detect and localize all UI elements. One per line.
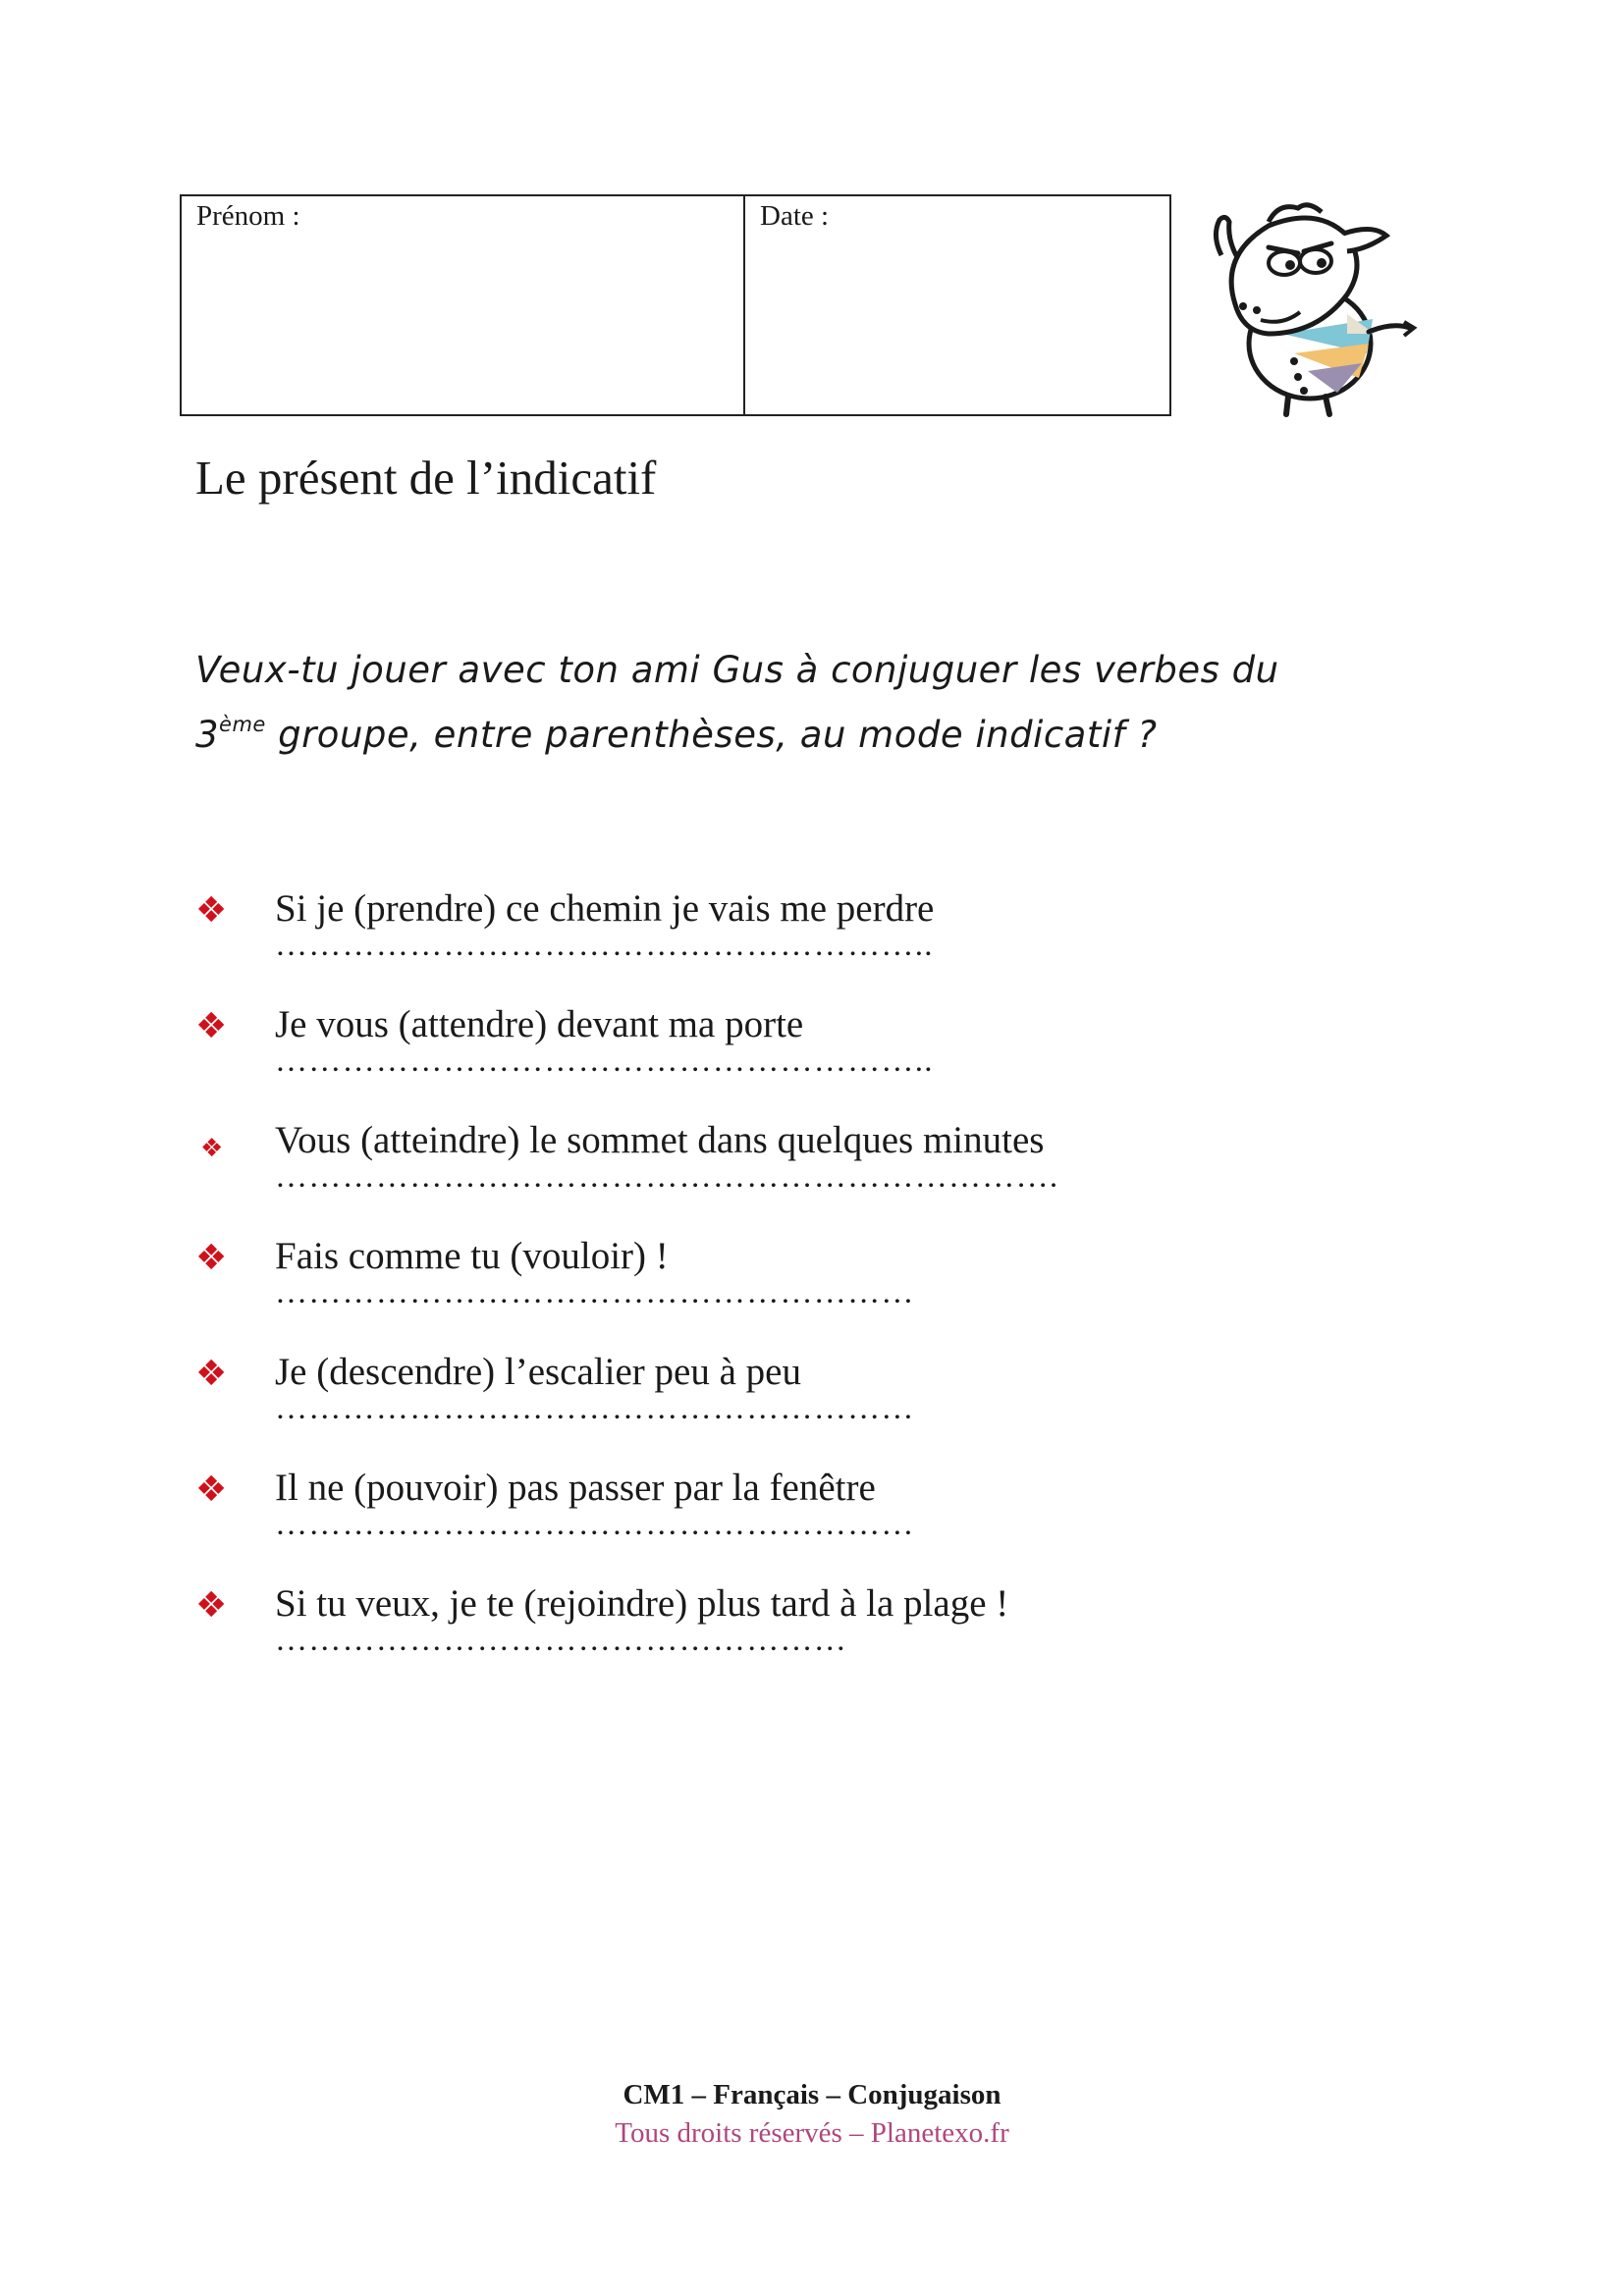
- answer-line[interactable]: …………………………………………………: [275, 1391, 915, 1426]
- instructions-line-2-text: groupe, entre parenthèses, au mode indicatif ?: [265, 714, 1158, 756]
- exercise-sentence: Fais comme tu (vouloir) !: [275, 1235, 669, 1277]
- exercise-list: [195, 883, 1374, 1694]
- ordinal-suffix: ème: [219, 713, 266, 736]
- diamond-bullet-icon: ❖: [195, 1354, 228, 1394]
- diamond-bullet-icon: ❖: [195, 1469, 228, 1510]
- date-field[interactable]: [745, 196, 1169, 414]
- instructions-line-1: Veux-tu jouer avec ton ami Gus à conjuguer les verbes du: [195, 649, 1279, 691]
- page-title: Le présent de l’indicatif: [195, 451, 657, 505]
- exercise-sentence: Il ne (pouvoir) pas passer par la fenêtre: [275, 1467, 876, 1509]
- exercise-sentence: Je (descendre) l’escalier peu à peu: [275, 1351, 801, 1393]
- exercise-sentence: Je vous (attendre) devant ma porte: [275, 1003, 804, 1045]
- name-label: Prénom :: [196, 200, 300, 232]
- name-field[interactable]: [182, 196, 745, 414]
- answer-line[interactable]: …………………………………………………: [275, 1275, 915, 1310]
- date-label: Date :: [760, 200, 830, 232]
- instructions: [195, 638, 1423, 768]
- diamond-bullet-icon: ❖: [195, 890, 228, 931]
- sheep-mascot-icon: [1200, 196, 1418, 420]
- answer-line[interactable]: …………………………………………………: [275, 1507, 915, 1542]
- diamond-bullet-icon: ❖: [200, 1134, 224, 1163]
- answer-line[interactable]: ……………………………………………: [275, 1623, 848, 1658]
- answer-line[interactable]: …………………………………………………..: [275, 1043, 934, 1079]
- diamond-bullet-icon: ❖: [195, 1585, 228, 1626]
- exercise-item: [195, 1347, 1374, 1463]
- exercise-item: [195, 1231, 1374, 1347]
- footer-rights: Tous droits réservés – Planetexo.fr: [615, 2117, 1009, 2149]
- exercise-item: [195, 999, 1374, 1115]
- diamond-bullet-icon: ❖: [195, 1006, 228, 1046]
- exercise-item: [195, 1463, 1374, 1578]
- exercise-sentence: Si je (prendre) ce chemin je vais me perdre: [275, 887, 935, 930]
- instructions-line-2: [195, 703, 1423, 768]
- answer-line[interactable]: …………………………………………………..: [275, 928, 934, 963]
- exercise-item: [195, 1115, 1374, 1231]
- exercise-item: [195, 1578, 1374, 1694]
- footer-course: CM1 – Français – Conjugaison: [623, 2079, 1001, 2110]
- ordinal-number: 3: [195, 714, 220, 756]
- exercise-sentence: Si tu veux, je te (rejoindre) plus tard à la plage !: [275, 1582, 1009, 1625]
- student-info-table: [180, 194, 1171, 416]
- diamond-bullet-icon: ❖: [195, 1238, 228, 1278]
- exercise-sentence: Vous (atteindre) le sommet dans quelques minutes: [275, 1119, 1045, 1161]
- exercise-item: [195, 883, 1374, 999]
- answer-line[interactable]: …………………………………………………………….: [275, 1159, 1059, 1195]
